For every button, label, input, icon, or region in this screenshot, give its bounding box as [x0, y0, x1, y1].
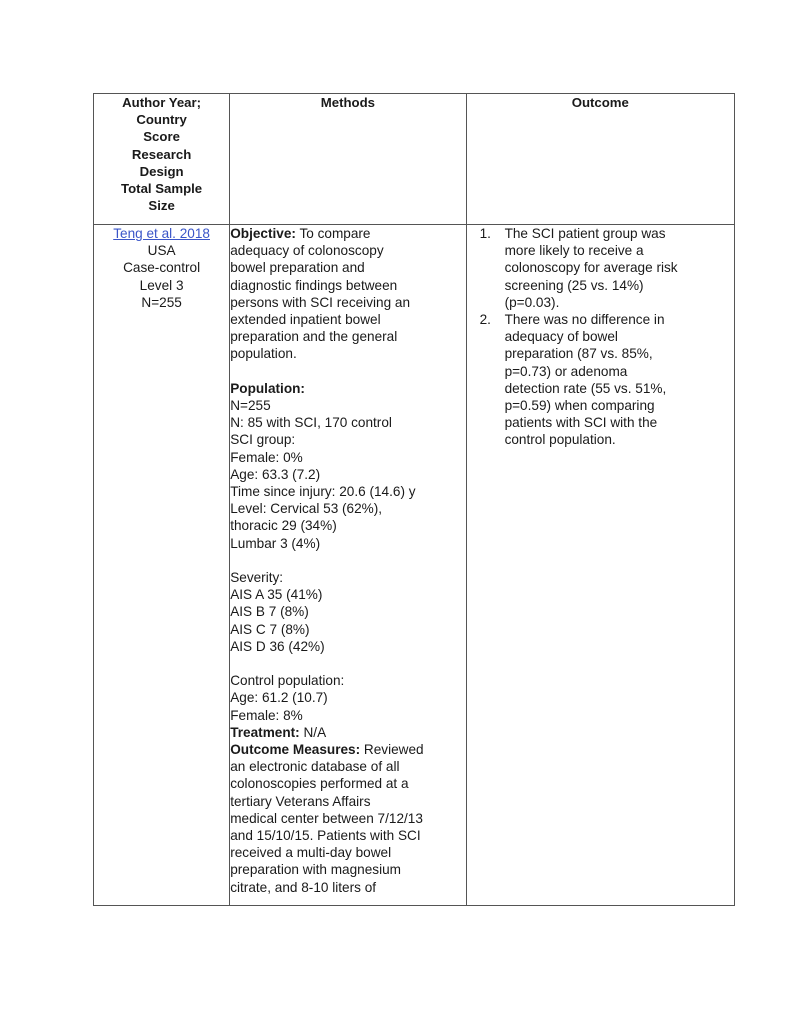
control-text: Female: 8% — [230, 707, 303, 723]
list-item-number: 2. — [479, 312, 491, 328]
header-row — [94, 94, 735, 225]
population-text: Age: 63.3 (7.2) — [230, 466, 321, 482]
outcome-measures-text: an electronic database of all — [230, 759, 400, 775]
study-country: USA — [147, 243, 176, 259]
author-header-line: Design — [139, 163, 184, 179]
outcome-text: more likely to receive a — [504, 243, 644, 259]
outcome-measures-text: received a multi-day bowel — [230, 845, 392, 861]
methods-cell — [230, 225, 466, 906]
objective-label: Objective: — [230, 226, 296, 241]
study-level: Level 3 — [139, 277, 184, 293]
objective-line — [230, 225, 465, 242]
objective-text: diagnostic findings between — [230, 277, 398, 293]
population-text: N: 85 with SCI, 170 control — [230, 415, 392, 431]
severity-text: AIS D 36 (42%) — [230, 638, 325, 654]
author-header-line: Size — [148, 198, 175, 214]
objective-text: persons with SCI receiving an — [230, 294, 411, 310]
severity-text: AIS A 35 (41%) — [230, 587, 323, 603]
population-label: Population: — [230, 380, 305, 396]
outcome-list — [467, 225, 734, 449]
author-header-line: Author Year; — [122, 95, 202, 110]
population-text: Lumbar 3 (4%) — [230, 535, 321, 551]
list-item — [467, 225, 734, 311]
outcome-text: screening (25 vs. 14%) — [504, 277, 644, 293]
population-text: SCI group: — [230, 432, 296, 448]
study-citation-link[interactable]: Teng et al. 2018 — [113, 226, 210, 241]
outcome-measures-text: Reviewed — [360, 742, 424, 758]
author-header-line: Total Sample — [121, 181, 203, 197]
outcome-measures-text: tertiary Veterans Affairs — [230, 793, 371, 809]
treatment-value: N/A — [299, 724, 327, 740]
outcome-measures-text: medical center between 7/12/13 — [230, 810, 423, 826]
table-row — [94, 225, 735, 906]
outcome-text: (p=0.03). — [504, 294, 560, 310]
population-text: Time since injury: 20.6 (14.6) y — [230, 484, 416, 500]
evidence-table — [93, 93, 735, 906]
list-item-number: 1. — [479, 226, 491, 241]
outcome-text: adequacy of bowel — [504, 329, 618, 345]
population-text: Female: 0% — [230, 449, 303, 465]
methods-column-header: Methods — [230, 94, 466, 225]
objective-text: preparation and the general — [230, 329, 398, 345]
control-text: Age: 61.2 (10.7) — [230, 690, 328, 706]
outcome-cell — [466, 225, 734, 906]
outcome-text: detection rate (55 vs. 51%, — [504, 380, 667, 396]
author-column-header — [94, 94, 230, 225]
outcome-text: patients with SCI with the — [504, 415, 658, 431]
outcome-text: p=0.73) or adenoma — [504, 363, 628, 379]
spacer — [230, 655, 465, 672]
spacer — [230, 552, 465, 569]
objective-text: bowel preparation and — [230, 260, 365, 276]
outcome-text: The SCI patient group was — [504, 226, 666, 241]
severity-text: AIS B 7 (8%) — [230, 604, 309, 620]
objective-text: To compare — [295, 226, 371, 241]
population-text: N=255 — [230, 398, 271, 414]
outcome-measures-line — [230, 741, 465, 758]
objective-text: adequacy of colonoscopy — [230, 243, 384, 259]
author-header-line: Score — [143, 129, 180, 145]
study-sample-size: N=255 — [141, 294, 182, 310]
population-text: Level: Cervical 53 (62%), — [230, 501, 383, 517]
outcome-text: preparation (87 vs. 85%, — [504, 346, 653, 362]
study-design: Case-control — [123, 260, 201, 276]
outcome-measures-text: citrate, and 8-10 liters of — [230, 879, 377, 895]
control-text: Control population: — [230, 673, 345, 689]
outcome-measures-text: colonoscopies performed at a — [230, 776, 409, 792]
author-header-line: Research — [131, 146, 192, 162]
outcome-measures-text: and 15/10/15. Patients with SCI — [230, 828, 421, 844]
severity-text: Severity: — [230, 570, 284, 586]
treatment-label: Treatment: — [230, 724, 300, 740]
population-text: thoracic 29 (34%) — [230, 518, 337, 534]
outcome-text: p=0.59) when comparing — [504, 398, 655, 414]
list-item — [467, 311, 734, 449]
outcome-text: control population. — [504, 432, 616, 448]
outcome-measures-text: preparation with magnesium — [230, 862, 401, 878]
outcome-text: colonoscopy for average risk — [504, 260, 678, 276]
severity-text: AIS C 7 (8%) — [230, 621, 310, 637]
outcome-measures-label: Outcome Measures: — [230, 742, 361, 758]
outcome-text: There was no difference in — [504, 312, 665, 328]
outcome-column-header: Outcome — [466, 94, 734, 225]
treatment-line — [230, 724, 465, 741]
objective-text: population. — [230, 346, 297, 362]
objective-text: extended inpatient bowel — [230, 312, 381, 328]
author-cell — [94, 225, 230, 906]
spacer — [230, 363, 465, 380]
author-header-line: Country — [136, 112, 187, 128]
